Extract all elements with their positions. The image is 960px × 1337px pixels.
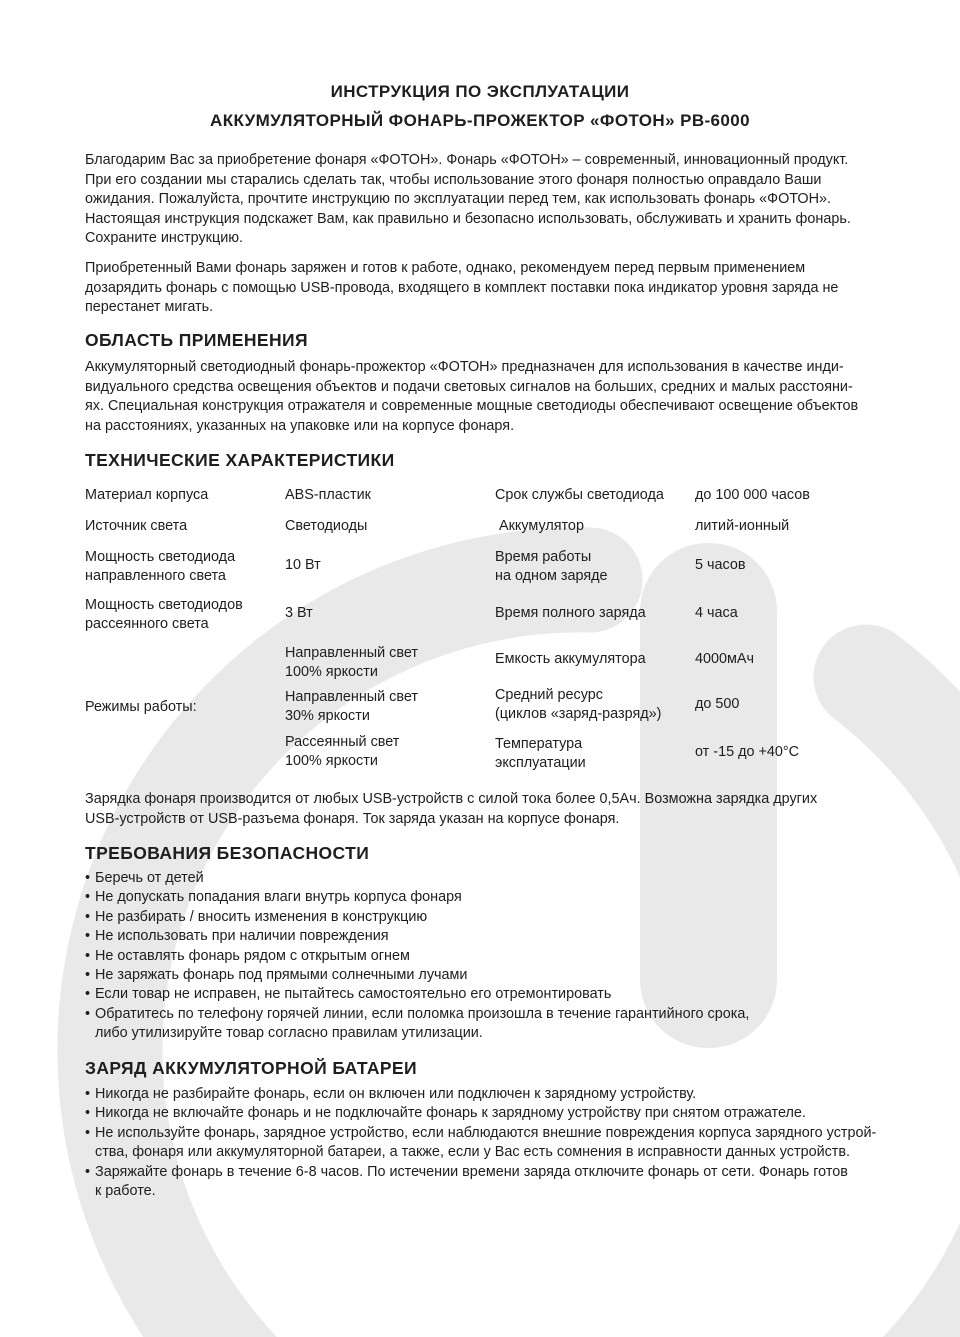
list-item: • Беречь от детей — [85, 869, 885, 888]
list-item: • Если товар не исправен, не пытайтесь самостоятельно его отремонтировать — [85, 985, 885, 1004]
list-item: • Не использовать при наличии повреждения — [85, 927, 885, 946]
spec-value: 10 Вт — [285, 557, 321, 573]
spec-value: 3 Вт — [285, 605, 313, 621]
list-item: • Не оставлять фонарь рядом с открытым огнем — [85, 947, 885, 966]
list-item: • Заряжайте фонарь в течение 6-8 часов. По истечении времени заряда отключите фонарь от сети. Фонарь готов к работе. — [85, 1163, 885, 1202]
spec-value: 5 часов — [695, 557, 746, 573]
intro-paragraph-2: Приобретенный Вами фонарь заряжен и готов к работе, однако, рекомендуем перед первым применением дозарядить фонарь с помощью USB-провода, входящего в комплект поставки пока индикатор уровня заряда не перестанет мигать. — [85, 260, 839, 315]
spec-label: Время полного заряда — [495, 605, 646, 621]
document-title: ИНСТРУКЦИЯ ПО ЭКСПЛУАТАЦИИ — [330, 82, 630, 101]
list-item: • Обратитесь по телефону горячей линии, если поломка произошла в течение гарантийного срока, либо утилизируйте товар согласно правилам утилизации. — [85, 1005, 885, 1044]
spec-value: до 500 — [695, 696, 740, 712]
spec-mode: Рассеянный свет 100% яркости — [285, 734, 400, 769]
spec-value: 4 часа — [695, 605, 738, 621]
spec-value: от -15 до +40°С — [695, 744, 800, 760]
section-heading-safety: ТРЕБОВАНИЯ БЕЗОПАСНОСТИ — [85, 843, 370, 863]
spec-label: Мощность светодиодов рассеянного света — [85, 597, 243, 632]
spec-value: 4000мАч — [695, 651, 755, 667]
spec-label: Материал корпуса — [85, 487, 209, 503]
spec-value: до 100 000 часов — [695, 487, 810, 503]
list-item: • Никогда не разбирайте фонарь, если он включен или подключен к зарядному устройству. — [85, 1085, 885, 1104]
section-heading-charging: ЗАРЯД АККУМУЛЯТОРНОЙ БАТАРЕИ — [85, 1058, 417, 1078]
spec-mode: Направленный свет 100% яркости — [285, 645, 418, 680]
list-item: • Никогда не включайте фонарь и не подключайте фонарь к зарядному устройству при снятом отражателе. — [85, 1104, 885, 1123]
spec-label: Срок службы светодиода — [495, 487, 664, 503]
spec-label: Источник света — [85, 518, 188, 534]
spec-value: Светодиоды — [285, 518, 368, 534]
list-item: • Не разбирать / вносить изменения в конструкцию — [85, 908, 885, 927]
list-item: • Не допускать попадания влаги внутрь корпуса фонаря — [85, 888, 885, 907]
charging-list — [85, 1085, 885, 1201]
spec-mode: Направленный свет 30% яркости — [285, 689, 418, 724]
spec-label: Аккумулятор — [495, 518, 584, 534]
section-heading-scope: ОБЛАСТЬ ПРИМЕНЕНИЯ — [85, 330, 308, 350]
spec-label: Время работы на одном заряде — [495, 549, 608, 584]
spec-value: ABS-пластик — [285, 487, 371, 503]
document-subtitle: АККУМУЛЯТОРНЫЙ ФОНАРЬ-ПРОЖЕКТОР «ФОТОН» PB-6000 — [210, 111, 750, 130]
safety-list — [85, 869, 885, 1044]
spec-label: Мощность светодиода направленного света — [85, 549, 236, 584]
spec-label: Средний ресурс (циклов «заряд-разряд») — [495, 687, 662, 722]
spec-modes-label: Режимы работы: — [85, 699, 197, 715]
spec-label: Емкость аккумулятора — [495, 651, 646, 667]
list-item: • Не используйте фонарь, зарядное устройство, если наблюдаются внешние повреждения корпуса зарядного устрой- ства, фонаря или аккумуляторной батареи, а также, если у Вас есть сомнения в исправности данных устройств. — [85, 1124, 885, 1163]
list-item: • Не заряжать фонарь под прямыми солнечными лучами — [85, 966, 885, 985]
spec-value: литий-ионный — [695, 518, 790, 534]
scope-paragraph: Аккумуляторный светодиодный фонарь-прожектор «ФОТОН» предназначен для использования в качестве инди- видуального средства освещения объектов и подачи световых сигналов на больших, средних и малых расстояни- ях. Специальная конструкция отражателя и современные мощные светодиоды обеспечивают освещение объектов на расстояниях, указанных на упаковке или на корпусе фонаря. — [85, 359, 859, 434]
charging-note: Зарядка фонаря производится от любых USB-устройств с силой тока более 0,5Ач. Возможна зарядка других USB-устройств от USB-разъема фонаря. Ток заряда указан на корпусе фонаря. — [85, 791, 818, 827]
spec-label: Температура эксплуатации — [495, 736, 586, 771]
section-heading-specs: ТЕХНИЧЕСКИЕ ХАРАКТЕРИСТИКИ — [85, 450, 395, 470]
intro-paragraph-1: Благодарим Вас за приобретение фонаря «ФОТОН». Фонарь «ФОТОН» – современный, инновационный продукт. При его создании мы старались сделать так, чтобы использование этого фонаря полностью оправдало Ваши ожидания. Пожалуйста, прочтите инструкцию по эксплуатации перед тем, как использовать фонарь «ФОТОН». Настоящая инструкция подскажет Вам, как правильно и безопасно использовать, обслуживать и хранить фонарь. Сохраните инструкцию. — [85, 152, 851, 246]
